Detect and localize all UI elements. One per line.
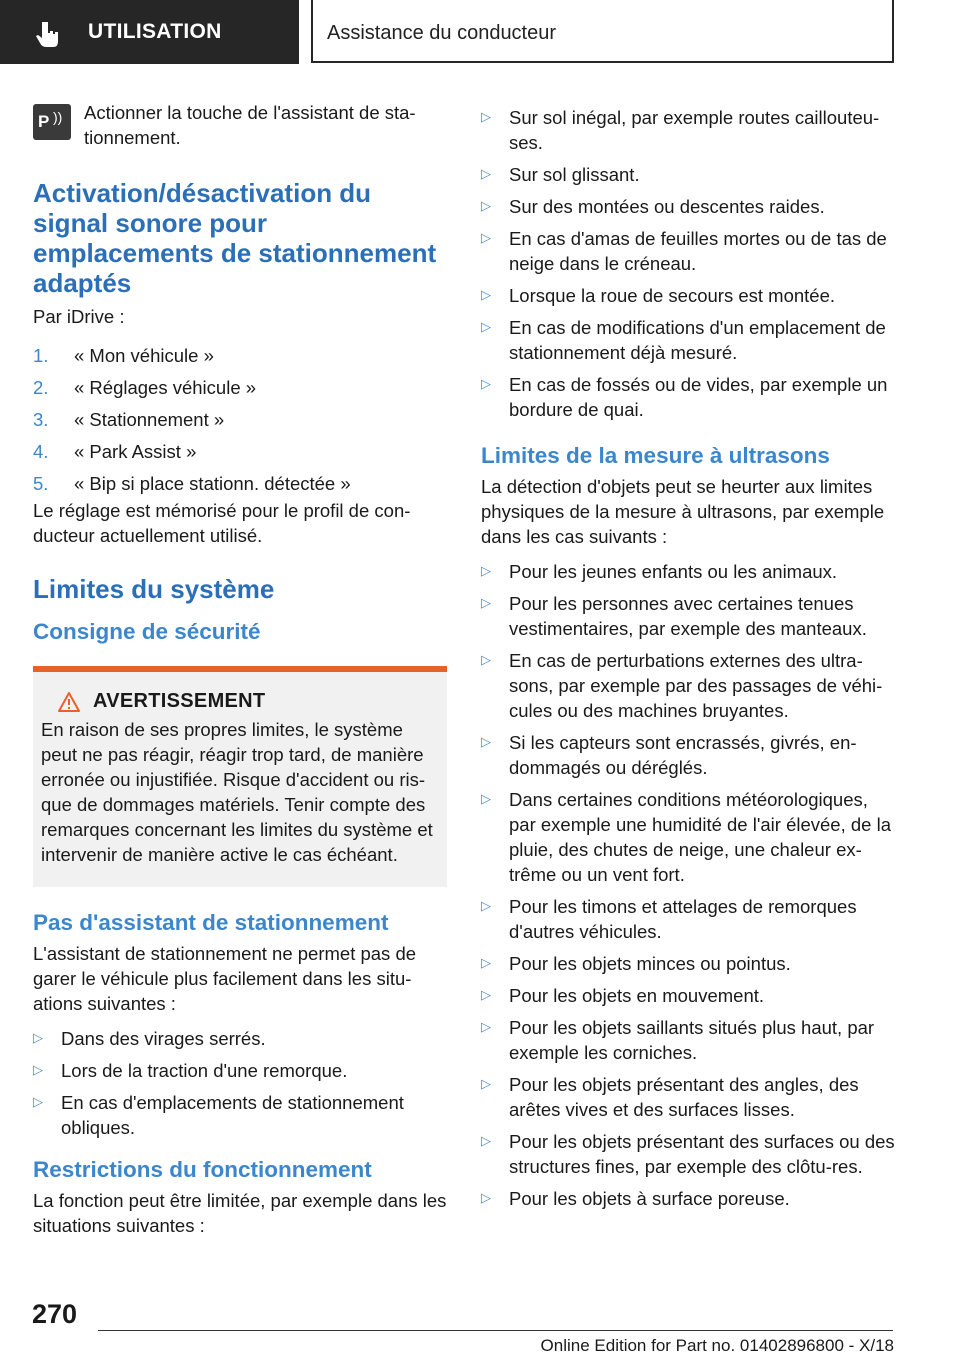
list-item: ▷ Pour les objets présentant des angles, des arêtes vives et des surfaces lisses. [481,1074,859,1120]
triangle-bullet-icon: ▷ [481,563,491,578]
list-item: ▷ Sur des montées ou descentes raides. [481,196,825,217]
list-item: ▷ Pour les objets saillants situés plus haut, par exemple les corniches. [481,1017,875,1063]
list-item: 4. « Park Assist » [33,441,197,462]
triangle-bullet-icon: ▷ [481,198,491,213]
restrict-list [481,105,897,422]
triangle-bullet-icon: ▷ [481,1076,491,1091]
list-item: ▷ En cas de perturbations externes des ultra-sons, par exemple par des passages de véhi-cules ou des machines bruyantes. [481,650,883,721]
safety-heading: Consigne de sécurité [33,619,261,644]
footer-divider [98,1330,893,1331]
list-item: 3. « Stationnement » [33,409,225,430]
list-item: ▷ Pour les objets minces ou pointus. [481,953,791,974]
chapter-header [311,0,894,63]
list-item: ▷ En cas de fossés ou de vides, par exemple un bordure de quai. [481,374,888,420]
chapter-title: Assistance du conducteur [327,22,557,44]
triangle-bullet-icon: ▷ [481,1190,491,1205]
park-assist-button-icon: P )) [33,104,71,140]
list-item: 2. « Réglages véhicule » [33,377,257,398]
memo-text: Le réglage est mémorisé pour le profil de con- ducteur actuellement utilisé. [33,500,411,546]
list-item: ▷ Pour les timons et attelages de remorques d'autres véhicules. [481,896,857,942]
signal-heading: Activation/désactivation du signal sonore pour emplacements de stationnement adaptés [33,178,437,298]
right-column [481,105,897,1218]
triangle-bullet-icon: ▷ [481,376,491,391]
list-item: ▷ En cas de modifications d'un emplacement de stationnement déjà mesuré. [481,317,886,363]
triangle-bullet-icon: ▷ [481,109,491,124]
triangle-bullet-icon: ▷ [33,1030,43,1045]
edition-text: Online Edition for Part no. 01402896800 - X/18 [540,1336,894,1355]
steps-list [33,343,447,496]
list-item: ▷ Pour les jeunes enfants ou les animaux. [481,561,838,582]
intro-text: Actionner la touche de l'assistant de sta- tionnement. [84,102,416,148]
section-tab [0,0,299,64]
list-item: 5. « Bip si place stationn. détectée » [33,473,351,494]
list-item: ▷ Sur sol glissant. [481,164,640,185]
limits-heading: Limites du système [33,574,275,604]
warning-triangle-icon [57,691,81,713]
list-item: ▷ Si les capteurs sont encrassés, givrés, en-dommagés ou déréglés. [481,732,857,778]
section-tab-label: UTILISATION [88,20,222,43]
restrict-text: La fonction peut être limitée, par exemple dans les situations suivantes : [33,1190,447,1236]
triangle-bullet-icon: ▷ [481,166,491,181]
par-idrive: Par iDrive : [33,306,125,327]
triangle-bullet-icon: ▷ [33,1062,43,1077]
no-assist-list [33,1026,447,1140]
list-item: ▷ En cas d'amas de feuilles mortes ou de tas de neige dans le créneau. [481,228,887,274]
list-item: ▷ Lors de la traction d'une remorque. [33,1060,348,1081]
list-item: ▷ En cas d'emplacements de stationnement obliques. [33,1092,404,1138]
hand-pointer-icon [34,19,64,49]
list-item: ▷ Sur sol inégal, par exemple routes caillouteu-ses. [481,107,880,153]
warning-text: En raison de ses propres limites, le système peut ne pas réagir, réagir trop tard, de manière erronée ou injustifiée. Risque d'accident ou ris-que de dommages matériels. Tenir compte des remarques concernant les limites du système et intervenir de manière active le cas échéant. [41,719,433,865]
no-assist-text: L'assistant de stationnement ne permet pas de garer le véhicule plus facilement dans les situ-ations suivantes : [33,943,417,1014]
triangle-bullet-icon: ▷ [481,230,491,245]
page-number: 270 [32,1299,78,1329]
triangle-bullet-icon: ▷ [481,595,491,610]
list-item: ▷ Pour les objets en mouvement. [481,985,765,1006]
triangle-bullet-icon: ▷ [481,319,491,334]
list-item: ▷ Pour les objets présentant des surfaces ou des structures fines, par exemple des clôtu-res. [481,1131,895,1177]
triangle-bullet-icon: ▷ [481,1133,491,1148]
triangle-bullet-icon: ▷ [481,898,491,913]
list-item: ▷ Dans certaines conditions météorologiques, par exemple une humidité de l'air élevée, de la pluie, des chutes de neige, une chaleur ex-trême ou un vent fort. [481,789,891,885]
ultra-list [481,559,897,1211]
warning-box [33,666,447,887]
warning-title: AVERTISSEMENT [93,690,266,712]
no-assist-heading: Pas d'assistant de stationnement [33,910,389,935]
ultra-heading: Limites de la mesure à ultrasons [481,443,830,468]
triangle-bullet-icon: ▷ [481,652,491,667]
triangle-bullet-icon: ▷ [481,734,491,749]
warning-title-row [41,690,439,713]
list-item: ▷ Dans des virages serrés. [33,1028,266,1049]
restrict-heading: Restrictions du fonctionnement [33,1157,372,1182]
intro-instruction [33,100,447,150]
list-item: 1. « Mon véhicule » [33,345,214,366]
triangle-bullet-icon: ▷ [481,1019,491,1034]
list-item: ▷ Pour les personnes avec certaines tenues vestimentaires, par exemple des manteaux. [481,593,867,639]
ultra-text: La détection d'objets peut se heurter aux limites physiques de la mesure à ultrasons, par exemple dans les cas suivants : [481,476,885,547]
triangle-bullet-icon: ▷ [33,1094,43,1109]
list-item: ▷ Pour les objets à surface poreuse. [481,1188,790,1209]
triangle-bullet-icon: ▷ [481,287,491,302]
triangle-bullet-icon: ▷ [481,955,491,970]
list-item: ▷ Lorsque la roue de secours est montée. [481,285,835,306]
triangle-bullet-icon: ▷ [481,987,491,1002]
left-column [33,100,447,1238]
triangle-bullet-icon: ▷ [481,791,491,806]
